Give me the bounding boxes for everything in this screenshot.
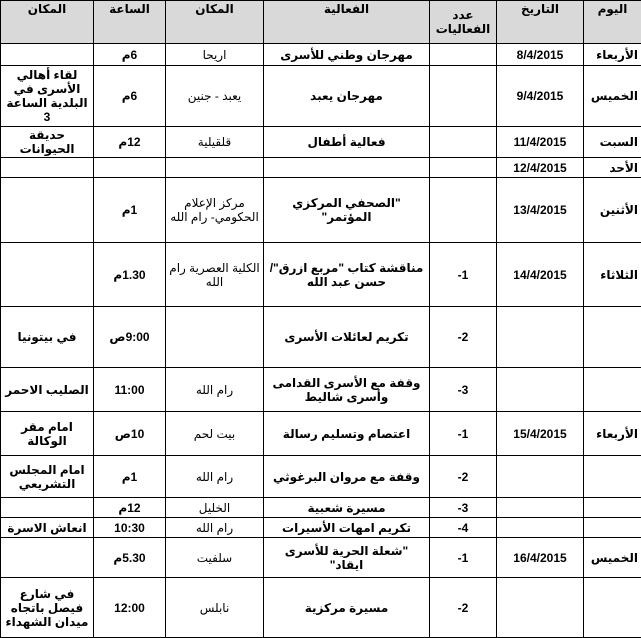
event-cell: وقفة مع مروان البرغوثي [264,456,430,498]
date-cell [497,578,584,638]
table-row [1,538,641,578]
date-cell [497,518,584,538]
day-cell [584,307,641,368]
event-number-cell [430,158,497,178]
event-cell: "الصحفي المركزي المؤتمر" [264,178,430,243]
table-row [1,578,641,638]
date-cell: 15/4/2015 [497,412,584,456]
place-cell: قلقيلية [166,127,264,158]
event-cell: وقفة مع الأسرى القدامى وأسرى شاليط [264,368,430,412]
place-cell: رام الله [166,518,264,538]
day-cell: الأثنين [584,178,641,243]
location-cell: انعاش الاسرة [1,518,94,538]
place-cell: رام الله [166,368,264,412]
header-event-count: عدد الفعاليات [430,1,497,44]
header-date: التاريخ [497,1,584,44]
event-number-cell [430,66,497,127]
table-row [1,498,641,518]
event-cell: تكريم لعائلات الأسرى [264,307,430,368]
time-cell: 10:30 [94,518,166,538]
place-cell: مركز الإعلام الحكومي- رام الله [166,178,264,243]
time-cell: 5.30م [94,538,166,578]
location-cell: في شارع فيصل باتجاه ميدان الشهداء [1,578,94,638]
event-number-cell: 2- [430,307,497,368]
header-event: الفعالية [264,1,430,44]
date-cell [497,368,584,412]
place-cell: سلفيت [166,538,264,578]
day-cell: السبت [584,127,641,158]
header-place: المكان [166,1,264,44]
date-cell [497,456,584,498]
location-cell: لقاء أهالي الأسرى في البلدية الساعة 3 [1,66,94,127]
event-number-cell: 3- [430,498,497,518]
header-row [1,1,641,44]
table-row [1,456,641,498]
table-row [1,158,641,178]
time-cell: 12م [94,127,166,158]
day-cell: الأحد [584,158,641,178]
place-cell: يعبد - جنين [166,66,264,127]
event-cell: مناقشة كتاب "مربع ازرق"/ حسن عبد الله [264,243,430,307]
place-cell: بيت لحم [166,412,264,456]
date-cell: 13/4/2015 [497,178,584,243]
header-location: المكان [1,1,94,44]
time-cell: 1م [94,178,166,243]
event-number-cell: 2- [430,456,497,498]
place-cell: اريحا [166,44,264,66]
time-cell: 1.30م [94,243,166,307]
event-number-cell: 3- [430,368,497,412]
time-cell: 11:00 [94,368,166,412]
date-cell: 12/4/2015 [497,158,584,178]
table-row [1,368,641,412]
table-row [1,178,641,243]
header-time: الساعة [94,1,166,44]
event-cell: اعتصام وتسليم رسالة [264,412,430,456]
place-cell [166,307,264,368]
table-row [1,127,641,158]
time-cell: 10ص [94,412,166,456]
place-cell: رام الله [166,456,264,498]
day-cell: الخميس [584,538,641,578]
event-number-cell: 4- [430,518,497,538]
header-day: اليوم [584,1,641,44]
location-cell [1,243,94,307]
event-cell [264,158,430,178]
event-cell: فعالية أطفال [264,127,430,158]
location-cell [1,44,94,66]
date-cell: 9/4/2015 [497,66,584,127]
place-cell: الخليل [166,498,264,518]
time-cell [94,158,166,178]
event-number-cell [430,178,497,243]
time-cell: 12م [94,498,166,518]
day-cell [584,578,641,638]
place-cell: الكلية العصرية رام الله [166,243,264,307]
location-cell [1,538,94,578]
location-cell: حديقة الحيوانات [1,127,94,158]
location-cell: في بيتونيا [1,307,94,368]
table-row [1,66,641,127]
location-cell [1,158,94,178]
event-cell: مسيرة مركزية [264,578,430,638]
date-cell [497,498,584,518]
date-cell: 11/4/2015 [497,127,584,158]
date-cell: 14/4/2015 [497,243,584,307]
time-cell: 12:00 [94,578,166,638]
place-cell: نابلس [166,578,264,638]
time-cell: 1م [94,456,166,498]
day-cell [584,518,641,538]
day-cell [584,498,641,518]
event-number-cell: 1- [430,243,497,307]
time-cell: 9:00ص [94,307,166,368]
day-cell: الأربعاء [584,44,641,66]
event-number-cell [430,44,497,66]
day-cell: الخميس [584,66,641,127]
day-cell: الأربعاء [584,412,641,456]
table-row [1,518,641,538]
day-cell [584,368,641,412]
table-row [1,243,641,307]
location-cell: امام مقر الوكالة [1,412,94,456]
date-cell: 8/4/2015 [497,44,584,66]
date-cell: 16/4/2015 [497,538,584,578]
location-cell: امام المجلس التشريعي [1,456,94,498]
event-number-cell [430,127,497,158]
table-row [1,44,641,66]
place-cell [166,158,264,178]
location-cell: الصليب الاحمر [1,368,94,412]
event-cell: مهرجان وطني للأسرى [264,44,430,66]
date-cell [497,307,584,368]
event-number-cell: 1- [430,538,497,578]
time-cell: 6م [94,44,166,66]
event-cell: "شعلة الحرية للأسرى ايقاد" [264,538,430,578]
event-cell: تكريم امهات الأسيرات [264,518,430,538]
day-cell: الثلاثاء [584,243,641,307]
event-number-cell: 1- [430,412,497,456]
event-cell: مهرجان يعبد [264,66,430,127]
time-cell: 6م [94,66,166,127]
location-cell [1,178,94,243]
event-number-cell: 2- [430,578,497,638]
table-row [1,412,641,456]
event-cell: مسيرة شعبية [264,498,430,518]
location-cell [1,498,94,518]
day-cell [584,456,641,498]
table-row [1,307,641,368]
